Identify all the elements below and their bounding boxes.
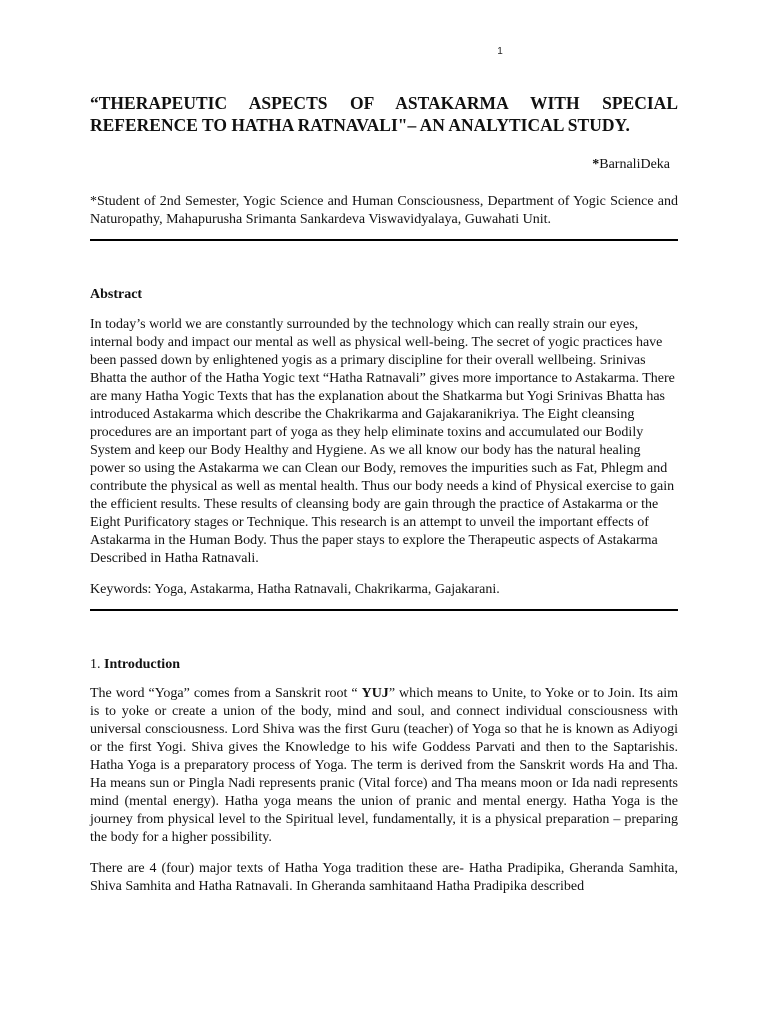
abstract-divider [90, 609, 678, 611]
paper-title-line-1: “THERAPEUTIC ASPECTS OF ASTAKARMA WITH SPECIAL [90, 93, 678, 113]
author-name: BarnaliDeka [599, 157, 670, 172]
page-content [90, 93, 678, 896]
intro-p1-start: The word “Yoga” comes from a Sanskrit root “ [90, 686, 362, 701]
author-mark: * [592, 157, 600, 172]
keywords: Keywords: Yoga, Astakarma, Hatha Ratnavali, Chakrikarma, Gajakarani. [90, 582, 500, 597]
paper-title [90, 93, 678, 136]
header-divider [90, 239, 678, 241]
abstract-heading: Abstract [90, 287, 143, 302]
paper-title-line-2: REFERENCE TO HATHA RATNAVALI"– AN ANALYTICAL STUDY. [90, 114, 630, 135]
section-number: 1. [90, 657, 101, 672]
introduction-heading [90, 656, 678, 673]
intro-paragraph-2: There are 4 (four) major texts of Hatha Yoga tradition these are- Hatha Pradipika, Gheranda Samhita, Shiva Samhita and Hatha Ratnavali. In Gheranda samhitaand Hatha Pradipika described [90, 861, 678, 894]
intro-paragraph-1 [90, 685, 678, 847]
page-number: 1 [497, 46, 503, 57]
section-title: Introduction [104, 657, 180, 672]
author-line [90, 156, 670, 173]
abstract-text: In today’s world we are constantly surrounded by the technology which can really strain our eyes, internal body and impact our mental as well as physical well-being. The secret of yogic practices have been passed down by enlightened yogis as a primary discipline for their overall wellbeing. Srinivas Bhatta the author of the Hatha Yogic text “Hatha Ratnavali” gives more importance to Astakarma. There are many Hatha Yogic Texts that has the explanation about the Shatkarma but Yogi Srinivas Bhatta has introduced Astakarma which describe the Chakrikarma and Gajakaranikriya. The Eight cleansing procedures are an important part of yoga as they help eliminate toxins and accumulated our Bodily System and keep our Body Healthy and Hygiene. As we all know our body has the natural healing power so using the Astakarma we can Clean our Body, removes the impurities such as Fat, Phlegm and contribute the physical as well as mental health. Thus our body needs a kind of Physical exercise to gain the efficient results. These results of cleansing body are gain through the practice of Astakarma or the Eight Purificatory stages or Technique. This research is an attempt to unveil the important effects of Astakarma in the Human Body. Thus the paper stays to explore the Therapeutic aspects of Astakarma Described in Hatha Ratnavali. [90, 317, 675, 566]
author-affiliation: *Student of 2nd Semester, Yogic Science and Human Consciousness, Department of Yogic Science and Naturopathy, Mahapurusha Srimanta Sankardeva Viswavidyalaya, Guwahati Unit. [90, 194, 678, 227]
yuj-term: YUJ [361, 686, 389, 701]
intro-p1-rest: ” which means to Unite, to Yoke or to Join. Its aim is to yoke or create a union of the body, mind and soul, and connect individual consciousness with universal consciousness. Lord Shiva was the first Guru (teacher) of Yoga so that he is known as Adiyogi or the first Yogi. Shiva gives the Knowledge to his wife Goddess Parvati and then to the Saptarishis. Hatha Yoga is a preparatory process of Yoga. The term is derived from the Sanskrit words Ha and Tha. Ha means sun or Pingla Nadi represents pranic (Vital force) and Tha means moon or Ida nadi represents mind (mental energy). Hatha yoga means the union of pranic and mental energy. Hatha Yoga is the journey from physical level to the Spiritual level, fundamentally, it is a physical preparation – preparing the body for a higher possibility. [90, 686, 678, 845]
